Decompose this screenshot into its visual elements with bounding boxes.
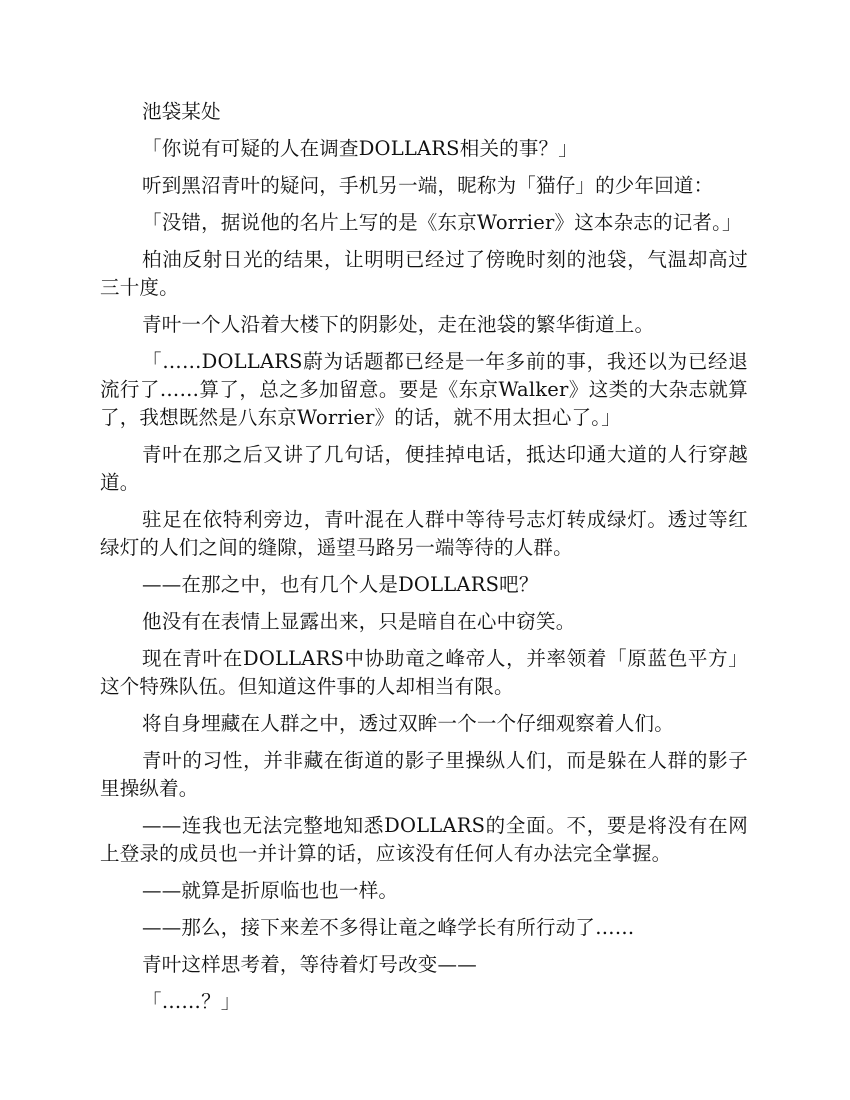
paragraph: ——那么，接下来差不多得让竜之峰学长有所行动了…… xyxy=(142,916,635,939)
paragraph: 池袋某处 xyxy=(142,100,221,123)
paragraph: ——连我也无法完整地知悉DOLLARS的全面。不，要是将没有在网上登录的成员也一并计算的话，应该没有任何人有办法完全掌握。 xyxy=(100,814,748,865)
paragraph: 「你说有可疑的人在调查DOLLARS相关的事？」 xyxy=(142,137,578,160)
paragraph: 「……？」 xyxy=(142,990,241,1013)
document-page xyxy=(100,98,748,1025)
paragraph: 将自身埋藏在人群之中，透过双眸一个一个仔细观察着人们。 xyxy=(142,712,674,735)
paragraph: 「……DOLLARS蔚为话题都已经是一年多前的事，我还以为已经退流行了……算了，总之多加留意。要是《东京Walker》这类的大杂志就算了，我想既然是八东京Worrier》的话，就不用太担心了。」 xyxy=(100,350,748,429)
paragraph: 青叶一个人沿着大楼下的阴影处，走在池袋的繁华街道上。 xyxy=(142,313,655,336)
paragraph: 「没错，据说他的名片上写的是《东京Worrier》这本杂志的记者。」 xyxy=(142,211,742,234)
paragraph: ——在那之中，也有几个人是DOLLARS吧？ xyxy=(142,573,539,596)
paragraph: ——就算是折原临也也一样。 xyxy=(142,879,399,902)
paragraph: 青叶的习性，并非藏在街道的影子里操纵人们，而是躲在人群的影子里操纵着。 xyxy=(100,749,748,800)
paragraph: 听到黑沼青叶的疑问，手机另一端，昵称为「猫仔」的少年回道： xyxy=(142,174,714,197)
paragraph: 青叶这样思考着，等待着灯号改变—— xyxy=(142,953,477,976)
paragraph: 现在青叶在DOLLARS中协助竜之峰帝人，并率领着「原蓝色平方」这个特殊队伍。但知道这件事的人却相当有限。 xyxy=(100,647,748,698)
paragraph: 柏油反射日光的结果，让明明已经过了傍晚时刻的池袋，气温却高过三十度。 xyxy=(100,248,748,299)
paragraph: 他没有在表情上显露出来，只是暗自在心中窃笑。 xyxy=(142,610,576,633)
paragraph: 青叶在那之后又讲了几句话，便挂掉电话，抵达印通大道的人行穿越道。 xyxy=(100,443,748,494)
paragraph: 驻足在依特利旁边，青叶混在人群中等待号志灯转成绿灯。透过等红绿灯的人们之间的缝隙，遥望马路另一端等待的人群。 xyxy=(100,508,748,559)
